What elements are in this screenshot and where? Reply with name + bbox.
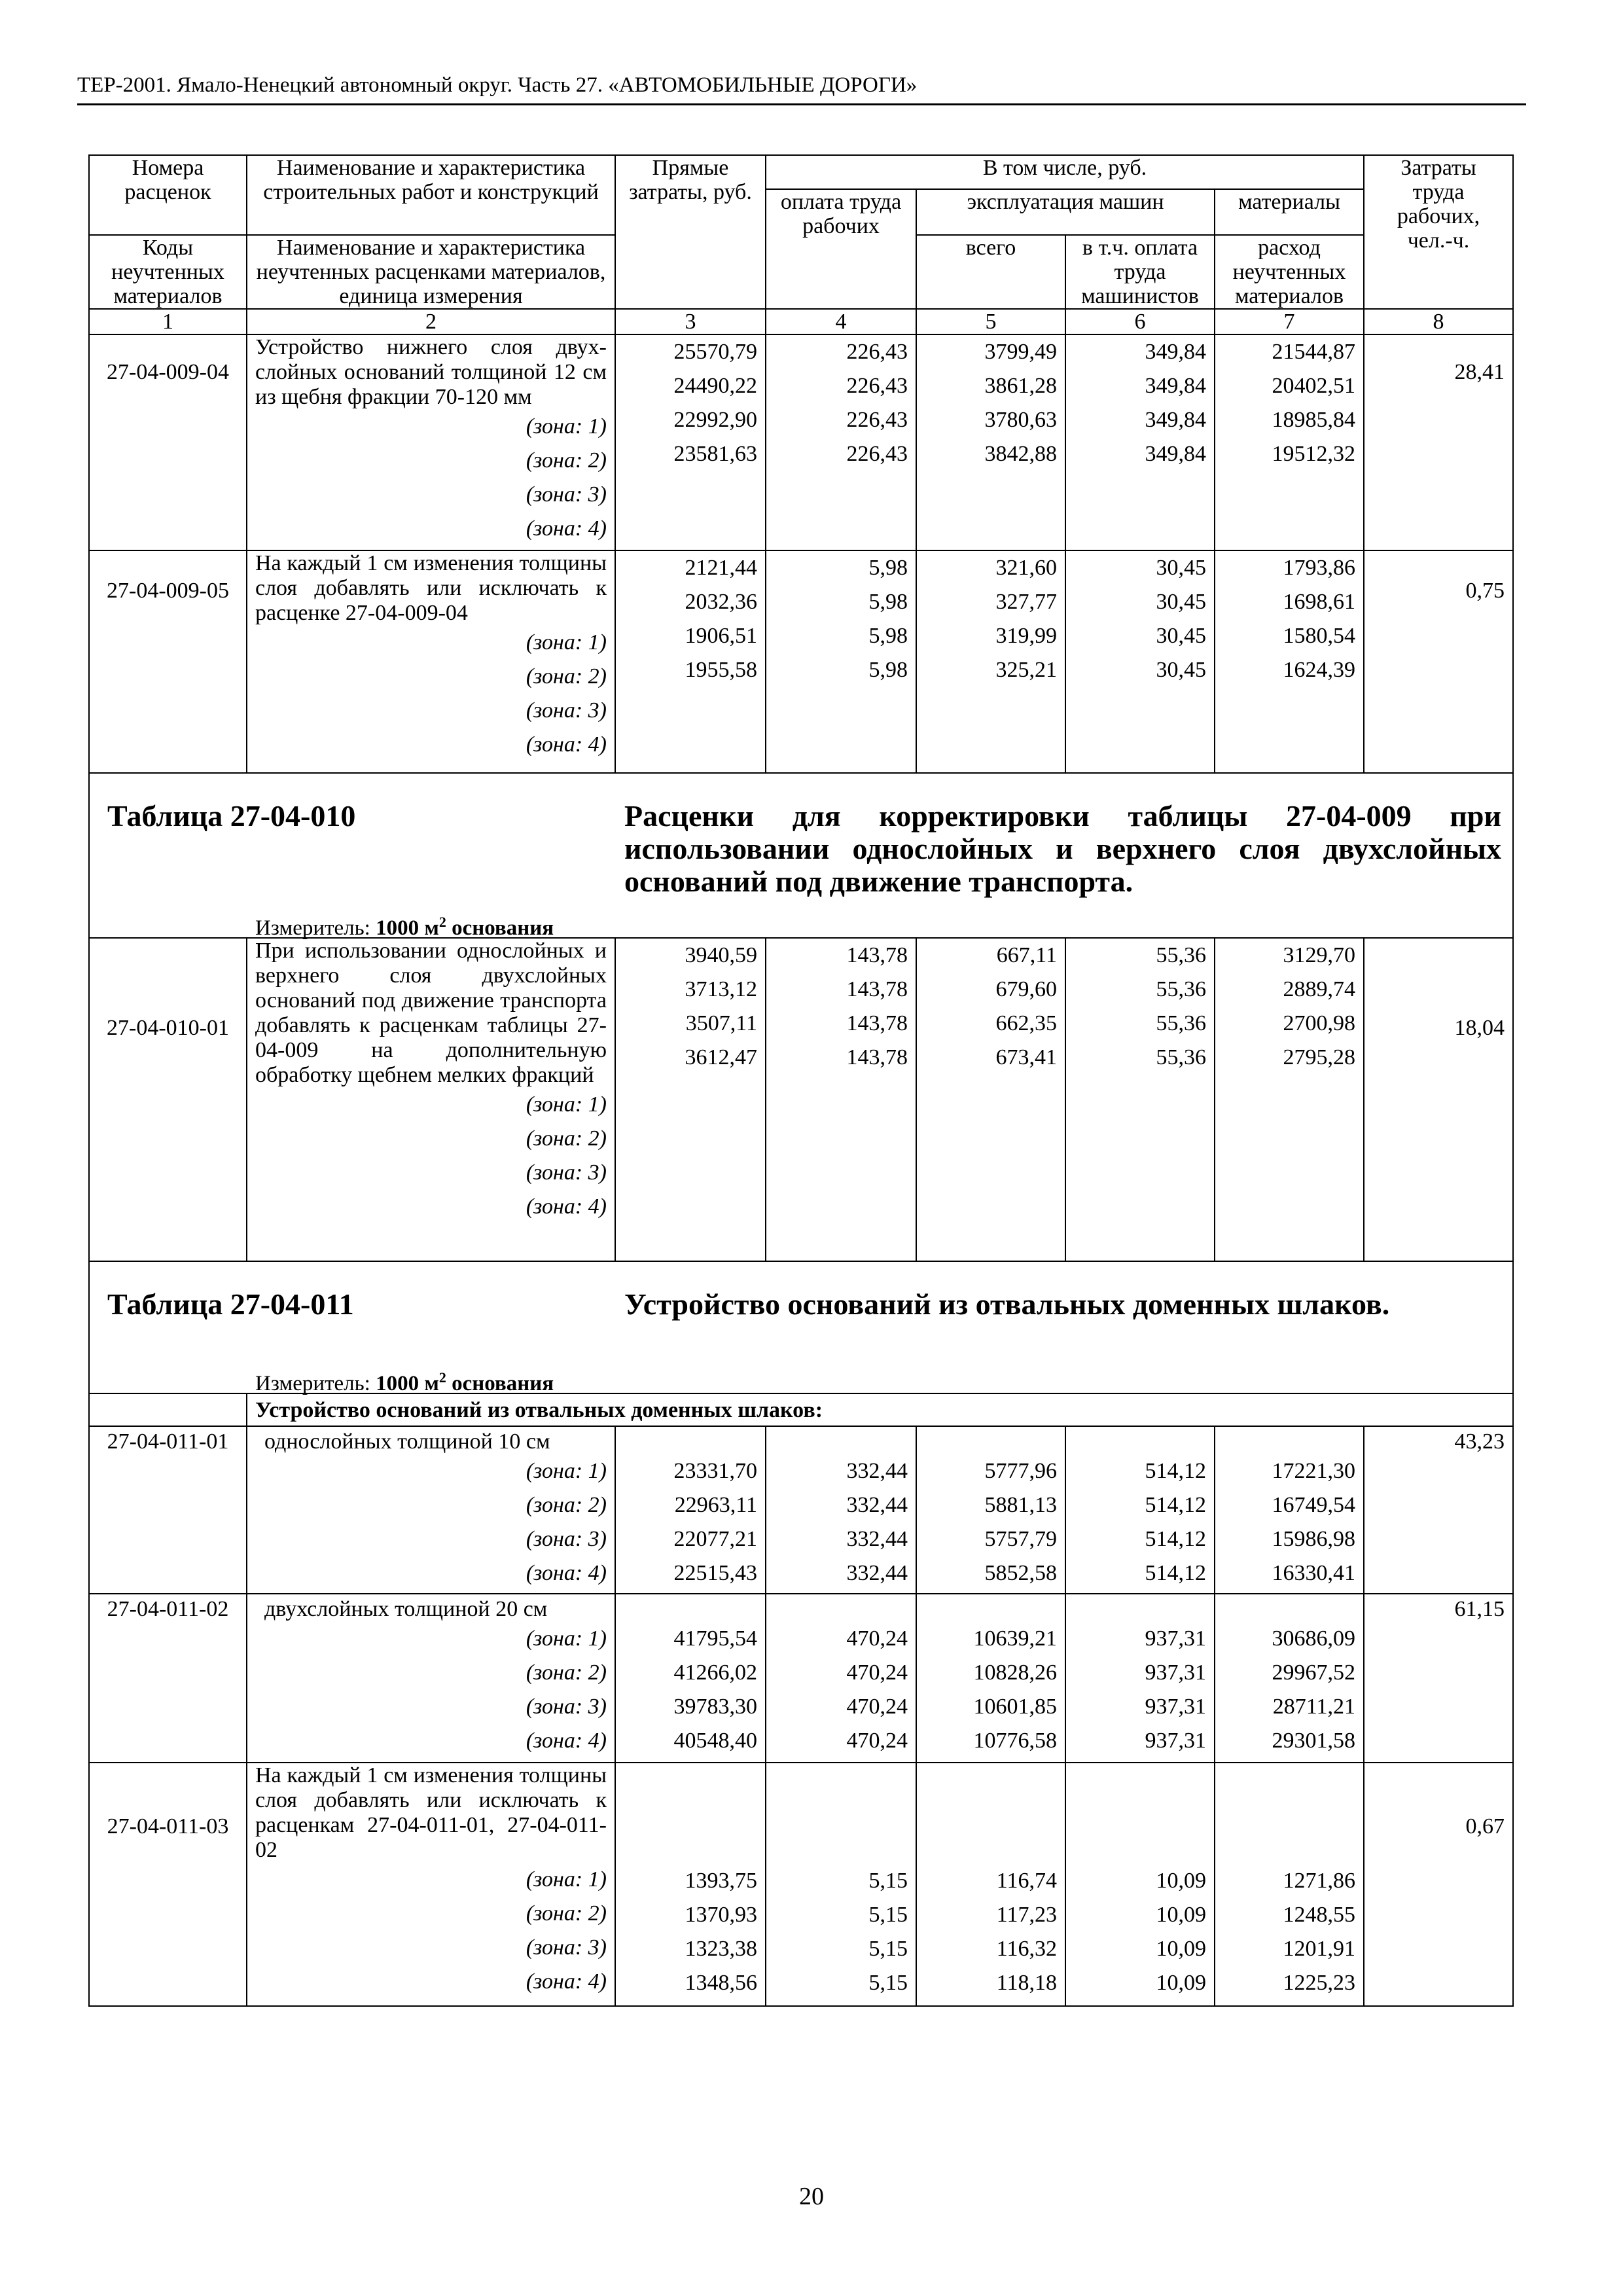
value: 22515,43	[673, 1561, 757, 1585]
zone-label: (зона: 4)	[526, 1194, 607, 1219]
col-number: 4	[766, 309, 916, 334]
machinist-wages-cell	[1065, 938, 1215, 1261]
value: 1370,93	[685, 1903, 757, 1927]
zone-label: (зона: 2)	[526, 1493, 607, 1517]
rate-code: 27-04-010-01	[89, 938, 247, 1261]
machinist-wages-cell	[1065, 1763, 1215, 2006]
value: 16749,54	[1272, 1493, 1355, 1517]
value: 3799,49	[984, 340, 1057, 364]
wages-cell	[766, 938, 916, 1261]
value: 10,09	[1156, 1869, 1206, 1893]
zone-label: (зона: 3)	[526, 482, 607, 507]
value: 16330,41	[1272, 1561, 1355, 1585]
value: 3861,28	[984, 374, 1057, 398]
value: 10601,85	[973, 1695, 1057, 1719]
subheading: Устройство оснований из отвальных доменных шлаков:	[247, 1393, 1513, 1426]
value: 332,44	[846, 1459, 908, 1483]
value: 325,21	[995, 658, 1057, 682]
value: 1580,54	[1283, 624, 1355, 648]
wages-cell	[766, 550, 916, 773]
value: 29301,58	[1272, 1729, 1355, 1753]
zone-label: (зона: 1)	[526, 630, 607, 655]
value: 143,78	[846, 1045, 908, 1069]
value: 30,45	[1156, 590, 1206, 614]
head-work-name: Наименование и характеристика строительных работ и конструкций	[247, 155, 615, 235]
value: 118,18	[996, 1971, 1057, 1995]
zone-label: (зона: 1)	[526, 1459, 607, 1483]
value: 2889,74	[1283, 977, 1355, 1001]
value: 30,45	[1156, 624, 1206, 648]
rate-description: При использовании однослойных и верхнего слоя двухслойных оснований под движение транспорта добавлять к расценкам таблицы 27-04-009 на дополнительную обработку щебнем мелких фракций	[255, 939, 607, 1087]
zone-label: (зона: 1)	[526, 414, 607, 439]
value: 1248,55	[1283, 1903, 1355, 1927]
labor-cost-cell	[1364, 938, 1513, 1261]
materials-cell	[1215, 1763, 1364, 2006]
zone-label: (зона: 4)	[526, 1729, 607, 1753]
value: 19512,32	[1272, 442, 1355, 466]
rate-row	[89, 550, 1513, 773]
rate-name	[247, 550, 615, 773]
machines-cell	[916, 550, 1065, 773]
rate-description: однослойных толщиной 10 см	[264, 1429, 550, 1454]
zone-label: (зона: 3)	[526, 1695, 607, 1719]
machines-cell	[916, 1763, 1065, 2006]
materials-cell	[1215, 550, 1364, 773]
rate-code: 27-04-011-01	[89, 1426, 247, 1594]
value: 10776,58	[973, 1729, 1057, 1753]
value: 18985,84	[1272, 408, 1355, 432]
labor-value: 28,41	[1454, 360, 1505, 384]
value: 1225,23	[1283, 1971, 1355, 1995]
wages-cell	[766, 1763, 916, 2006]
machines-cell	[916, 334, 1065, 550]
value: 321,60	[995, 556, 1057, 580]
rate-row	[89, 334, 1513, 550]
rate-row	[89, 938, 1513, 1261]
value: 514,12	[1145, 1527, 1206, 1551]
zone-label: (зона: 3)	[526, 1160, 607, 1185]
measure-value: 1000 м	[376, 916, 439, 940]
value: 1793,86	[1283, 556, 1355, 580]
page-number: 20	[799, 2183, 824, 2210]
head-wages: оплата труда рабочих	[766, 189, 916, 309]
machinist-wages-cell	[1065, 334, 1215, 550]
value: 3940,59	[685, 943, 757, 967]
materials-cell	[1215, 1594, 1364, 1763]
value: 470,24	[846, 1626, 908, 1651]
machines-cell	[916, 1426, 1065, 1594]
value: 10,09	[1156, 1903, 1206, 1927]
value: 117,23	[996, 1903, 1057, 1927]
head-machines: эксплуатация машин	[916, 189, 1215, 235]
value: 3129,70	[1283, 943, 1355, 967]
value: 3713,12	[685, 977, 757, 1001]
col-number: 5	[916, 309, 1065, 334]
col-number: 6	[1065, 309, 1215, 334]
value: 5,98	[868, 658, 908, 682]
value: 55,36	[1156, 977, 1206, 1001]
wages-cell	[766, 1594, 916, 1763]
value: 5757,79	[984, 1527, 1057, 1551]
value: 143,78	[846, 1011, 908, 1035]
zone-label: (зона: 3)	[526, 1935, 607, 1960]
value: 15986,98	[1272, 1527, 1355, 1551]
value: 10828,26	[973, 1660, 1057, 1685]
value: 2032,36	[685, 590, 757, 614]
head-machines-total: всего	[916, 235, 1065, 309]
value: 39783,30	[673, 1695, 757, 1719]
value: 10,09	[1156, 1971, 1206, 1995]
table-title: Таблица 27-04-011	[107, 1287, 354, 1321]
value: 10,09	[1156, 1937, 1206, 1961]
col-number: 1	[89, 309, 247, 334]
value: 1393,75	[685, 1869, 757, 1893]
machines-cell	[916, 938, 1065, 1261]
materials-cell	[1215, 1426, 1364, 1594]
labor-cost-cell	[1364, 1763, 1513, 2006]
value: 937,31	[1145, 1695, 1206, 1719]
value: 5,15	[868, 1903, 908, 1927]
value: 470,24	[846, 1729, 908, 1753]
zone-label: (зона: 4)	[526, 732, 607, 757]
value: 349,84	[1145, 442, 1206, 466]
col-number: 8	[1364, 309, 1513, 334]
value: 28711,21	[1272, 1695, 1355, 1719]
head-labor-costs: Затраты труда рабочих, чел.-ч.	[1364, 155, 1513, 309]
measure-label: Измеритель:	[255, 1372, 370, 1395]
col-number: 2	[247, 309, 615, 334]
labor-cost-cell	[1364, 334, 1513, 550]
measure-value: 1000 м	[376, 1372, 439, 1395]
labor-cost-cell	[1364, 1594, 1513, 1763]
rate-code: 27-04-011-03	[89, 1763, 247, 2006]
value: 226,43	[846, 340, 908, 364]
value: 937,31	[1145, 1729, 1206, 1753]
value: 116,32	[996, 1937, 1057, 1961]
value: 1201,91	[1283, 1937, 1355, 1961]
value: 667,11	[996, 943, 1057, 967]
measure-label: Измеритель:	[255, 916, 370, 940]
value: 3780,63	[984, 408, 1057, 432]
value: 514,12	[1145, 1459, 1206, 1483]
head-material-usage: расход неучтенных материалов	[1215, 235, 1364, 309]
head-material-names: Наименование и характеристика неучтенных расценками материалов, единица измерения	[247, 235, 615, 309]
rate-row	[89, 1763, 1513, 2006]
rate-row	[89, 1594, 1513, 1763]
zone-label: (зона: 1)	[526, 1092, 607, 1117]
value: 21544,87	[1272, 340, 1355, 364]
col-number: 3	[615, 309, 766, 334]
running-header: ТЕР-2001. Ямало-Ненецкий автономный округ. Часть 27. «АВТОМОБИЛЬНЫЕ ДОРОГИ»	[77, 73, 918, 97]
labor-value: 43,23	[1454, 1429, 1505, 1454]
value: 5,98	[868, 556, 908, 580]
value: 349,84	[1145, 374, 1206, 398]
value: 673,41	[995, 1045, 1057, 1069]
value: 22963,11	[674, 1493, 757, 1517]
value: 226,43	[846, 442, 908, 466]
rate-name	[247, 1426, 615, 1594]
value: 55,36	[1156, 1011, 1206, 1035]
value: 24490,22	[673, 374, 757, 398]
value: 25570,79	[673, 340, 757, 364]
value: 40548,40	[673, 1729, 757, 1753]
direct-cost-cell	[615, 1426, 766, 1594]
direct-cost-cell	[615, 1763, 766, 2006]
value: 41266,02	[673, 1660, 757, 1685]
value: 29967,52	[1272, 1660, 1355, 1685]
value: 5,15	[868, 1869, 908, 1893]
value: 22077,21	[673, 1527, 757, 1551]
rate-name	[247, 1594, 615, 1763]
value: 5777,96	[984, 1459, 1057, 1483]
zone-label: (зона: 2)	[526, 448, 607, 473]
rate-name	[247, 1763, 615, 2006]
zone-label: (зона: 2)	[526, 664, 607, 689]
measure-unit	[255, 1365, 554, 1396]
machinist-wages-cell	[1065, 550, 1215, 773]
wages-cell	[766, 334, 916, 550]
value: 327,77	[995, 590, 1057, 614]
head-materials: материалы	[1215, 189, 1364, 235]
measure-sup: 2	[438, 1369, 446, 1386]
value: 30,45	[1156, 556, 1206, 580]
head-machinist-wages: в т.ч. оплата труда машинистов	[1065, 235, 1215, 309]
value: 226,43	[846, 408, 908, 432]
value: 10639,21	[973, 1626, 1057, 1651]
value: 3507,11	[685, 1011, 757, 1035]
head-material-codes: Коды неучтенных материалов	[89, 235, 247, 309]
zone-label: (зона: 4)	[526, 1969, 607, 1994]
materials-cell	[1215, 334, 1364, 550]
value: 55,36	[1156, 943, 1206, 967]
rates-table	[88, 154, 1514, 2007]
table-description: Расценки для корректировки таблицы 27-04-009 при использовании однослойных и верхнего слоя двухслойных оснований под движение транспорта.	[624, 799, 1501, 898]
value: 17221,30	[1272, 1459, 1355, 1483]
labor-value: 0,75	[1465, 579, 1505, 603]
value: 332,44	[846, 1527, 908, 1551]
rate-name	[247, 938, 615, 1261]
materials-cell	[1215, 938, 1364, 1261]
value: 3612,47	[685, 1045, 757, 1069]
value: 143,78	[846, 977, 908, 1001]
rate-code: 27-04-009-05	[89, 550, 247, 773]
zone-label: (зона: 3)	[526, 1527, 607, 1551]
value: 1698,61	[1283, 590, 1355, 614]
labor-value: 61,15	[1454, 1597, 1505, 1621]
measure-tail: основания	[452, 1372, 554, 1395]
value: 5,15	[868, 1937, 908, 1961]
labor-cost-cell	[1364, 1426, 1513, 1594]
head-including: В том числе, руб.	[766, 155, 1364, 189]
measure-tail: основания	[452, 916, 554, 940]
rate-row	[89, 1426, 1513, 1594]
value: 514,12	[1145, 1561, 1206, 1585]
value: 23331,70	[673, 1459, 757, 1483]
zone-label: (зона: 4)	[526, 516, 607, 541]
value: 470,24	[846, 1695, 908, 1719]
zone-label: (зона: 1)	[526, 1867, 607, 1892]
value: 319,99	[995, 624, 1057, 648]
zone-label: (зона: 2)	[526, 1126, 607, 1151]
measure-sup: 2	[438, 914, 446, 930]
zone-label: (зона: 2)	[526, 1901, 607, 1926]
value: 22992,90	[673, 408, 757, 432]
value: 30686,09	[1272, 1626, 1355, 1651]
zone-label: (зона: 2)	[526, 1660, 607, 1685]
direct-cost-cell	[615, 334, 766, 550]
value: 41795,54	[673, 1626, 757, 1651]
value: 470,24	[846, 1660, 908, 1685]
value: 55,36	[1156, 1045, 1206, 1069]
value: 1906,51	[685, 624, 757, 648]
labor-value: 0,67	[1465, 1814, 1505, 1839]
value: 5,15	[868, 1971, 908, 1995]
machinist-wages-cell	[1065, 1594, 1215, 1763]
value: 679,60	[995, 977, 1057, 1001]
value: 1348,56	[685, 1971, 757, 1995]
value: 2795,28	[1283, 1045, 1355, 1069]
value: 1955,58	[685, 658, 757, 682]
zone-label: (зона: 1)	[526, 1626, 607, 1651]
value: 3842,88	[984, 442, 1057, 466]
value: 332,44	[846, 1493, 908, 1517]
value: 116,74	[996, 1869, 1057, 1893]
value: 349,84	[1145, 408, 1206, 432]
rate-code: 27-04-009-04	[89, 334, 247, 550]
value: 23581,63	[673, 442, 757, 466]
subheading-row	[89, 1393, 1513, 1426]
value: 2700,98	[1283, 1011, 1355, 1035]
value: 662,35	[995, 1011, 1057, 1035]
wages-cell	[766, 1426, 916, 1594]
rate-description: На каждый 1 см изменения толщины слоя добавлять или исключать к расценкам 27-04-011-01, 27-04-011-02	[255, 1763, 607, 1862]
measure-unit	[255, 910, 554, 941]
machines-cell	[916, 1594, 1065, 1763]
rate-description: Устройство нижнего слоя двухслойных оснований толщиной 12 см из щебня фракции 70-120 мм	[255, 335, 607, 409]
header-rule	[77, 103, 1526, 105]
zone-label: (зона: 4)	[526, 1561, 607, 1585]
value: 2121,44	[685, 556, 757, 580]
value: 1624,39	[1283, 658, 1355, 682]
rate-name	[247, 334, 615, 550]
value: 5,98	[868, 624, 908, 648]
value: 332,44	[846, 1561, 908, 1585]
value: 30,45	[1156, 658, 1206, 682]
value: 5852,58	[984, 1561, 1057, 1585]
value: 226,43	[846, 374, 908, 398]
col-number: 7	[1215, 309, 1364, 334]
table-description: Устройство оснований из отвальных доменных шлаков.	[624, 1287, 1390, 1321]
value: 937,31	[1145, 1626, 1206, 1651]
table-title: Таблица 27-04-010	[107, 799, 356, 833]
value: 20402,51	[1272, 374, 1355, 398]
head-rate-number: Номера расценок	[89, 155, 247, 235]
value: 1271,86	[1283, 1869, 1355, 1893]
value: 514,12	[1145, 1493, 1206, 1517]
table-heading-row	[89, 773, 1513, 938]
table-heading-row	[89, 1261, 1513, 1393]
machinist-wages-cell	[1065, 1426, 1215, 1594]
value: 349,84	[1145, 340, 1206, 364]
value: 937,31	[1145, 1660, 1206, 1685]
zone-label: (зона: 3)	[526, 698, 607, 723]
rate-description: двухслойных толщиной 20 см	[264, 1597, 548, 1621]
rate-code: 27-04-011-02	[89, 1594, 247, 1763]
value: 5881,13	[984, 1493, 1057, 1517]
value: 1323,38	[685, 1937, 757, 1961]
labor-cost-cell	[1364, 550, 1513, 773]
direct-cost-cell	[615, 550, 766, 773]
direct-cost-cell	[615, 1594, 766, 1763]
value: 5,98	[868, 590, 908, 614]
direct-cost-cell	[615, 938, 766, 1261]
head-direct-costs: Прямые затраты, руб.	[615, 155, 766, 309]
rate-description: На каждый 1 см изменения толщины слоя добавлять или исключать к расценке 27-04-009-04	[255, 551, 607, 625]
value: 143,78	[846, 943, 908, 967]
labor-value: 18,04	[1454, 1016, 1505, 1040]
